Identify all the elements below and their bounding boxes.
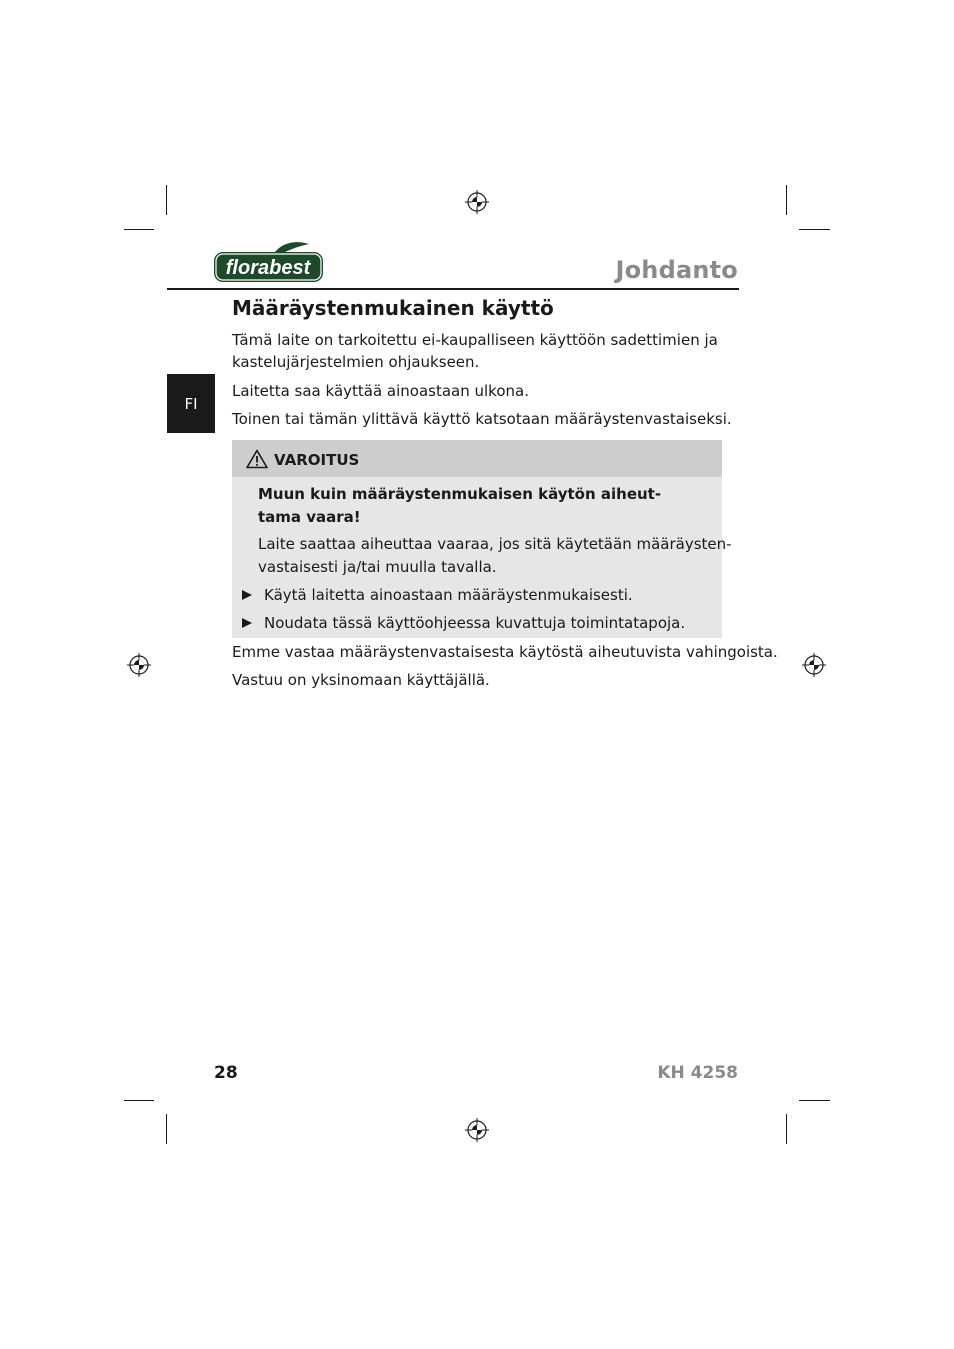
registration-mark-icon	[465, 190, 489, 214]
florabest-logo	[213, 240, 325, 284]
crop-mark	[166, 1114, 167, 1144]
warning-bullet	[242, 586, 633, 604]
arrow-right-icon	[242, 618, 252, 628]
crop-mark	[799, 1100, 830, 1101]
section-title: Johdanto	[615, 256, 738, 284]
crop-mark	[124, 1100, 154, 1101]
crop-mark	[166, 185, 167, 215]
page-number: 28	[214, 1063, 238, 1083]
warning-title: VAROITUS	[274, 451, 360, 469]
paragraph	[232, 329, 718, 373]
warning-subtitle-line: Muun kuin määräystenmukaisen käytön aiheut-	[258, 485, 662, 503]
paragraph	[232, 380, 529, 402]
section-heading: Määräystenmukainen käyttö	[232, 296, 554, 320]
paragraph-line: Tämä laite on tarkoitettu ei-kaupalliseen käyttöön sadettimien ja	[232, 331, 718, 349]
closing-paragraph	[232, 641, 778, 663]
model-number: KH 4258	[657, 1063, 738, 1083]
paragraph-line: kastelujärjestelmien ohjaukseen.	[232, 353, 480, 371]
registration-mark-icon	[127, 653, 151, 677]
paragraph	[232, 408, 732, 430]
paragraph-line: Emme vastaa määräystenvastaisesta käytöstä aiheutuvista vahingoista.	[232, 643, 778, 661]
registration-mark-icon	[465, 1118, 489, 1142]
logo-text: florabest	[225, 257, 311, 279]
header-rule	[167, 288, 739, 290]
crop-mark	[786, 1114, 787, 1144]
warning-triangle-icon	[246, 449, 268, 469]
crop-mark	[786, 185, 787, 215]
closing-paragraph	[232, 669, 490, 691]
arrow-right-icon	[242, 590, 252, 600]
warning-subtitle	[258, 483, 661, 529]
warning-text-line: vastaisesti ja/tai muulla tavalla.	[258, 558, 497, 576]
warning-text	[258, 533, 732, 579]
crop-mark	[799, 229, 830, 230]
warning-bullet-text: Käytä laitetta ainoastaan määräystenmukaisesti.	[264, 586, 633, 604]
warning-text-line: Laite saattaa aiheuttaa vaaraa, jos sitä käytetään määräysten-	[258, 535, 732, 553]
registration-mark-icon	[802, 653, 826, 677]
warning-box	[232, 440, 732, 638]
warning-header	[232, 440, 722, 477]
crop-mark	[124, 229, 154, 230]
paragraph-line: Laitetta saa käyttää ainoastaan ulkona.	[232, 382, 529, 400]
warning-bullet	[242, 614, 685, 632]
paragraph-line: Toinen tai tämän ylittävä käyttö katsotaan määräystenvastaiseksi.	[232, 410, 732, 428]
paragraph-line: Vastuu on yksinomaan käyttäjällä.	[232, 671, 490, 689]
warning-subtitle-line: tama vaara!	[258, 508, 361, 526]
language-tab: FI	[167, 374, 215, 433]
warning-bullet-text: Noudata tässä käyttöohjeessa kuvattuja toimintatapoja.	[264, 614, 686, 632]
